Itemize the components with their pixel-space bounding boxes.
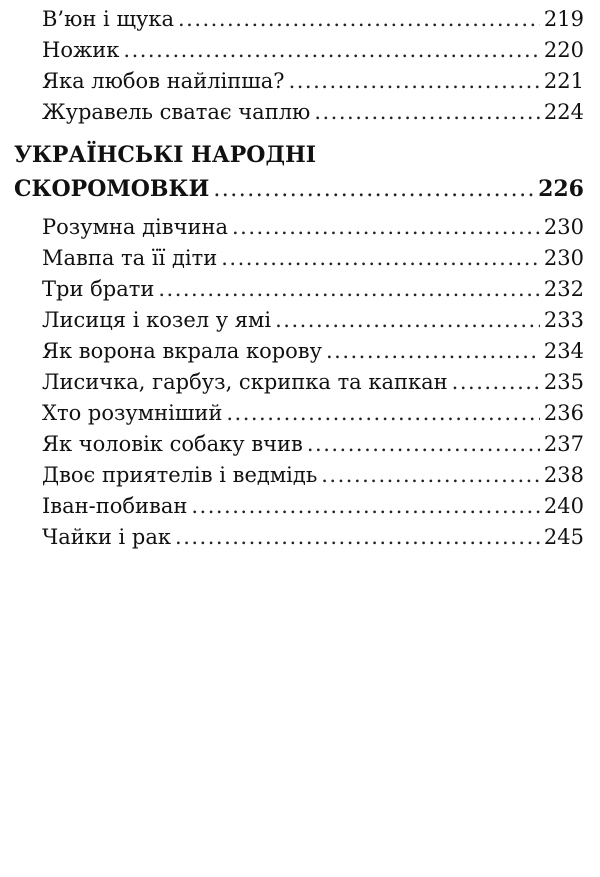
dot-leader	[123, 35, 540, 66]
dot-leader	[178, 4, 540, 35]
toc-entry-title: Розумна дівчина	[42, 215, 228, 239]
dot-leader	[158, 274, 540, 305]
toc-entry-page: 232	[543, 277, 584, 301]
dot-leader	[326, 336, 540, 367]
toc-entry-title: Яка любов найліпша?	[42, 69, 285, 93]
toc-entry	[0, 4, 600, 35]
toc-entry-title: Лисиця і козел у ямі	[42, 308, 272, 332]
section-title-line1: УКРАЇНСЬКІ НАРОДНІ	[14, 142, 317, 168]
toc-entry	[0, 243, 600, 274]
section-heading-line2	[0, 172, 600, 206]
toc-entry	[0, 35, 600, 66]
dot-leader	[221, 243, 540, 274]
toc-entry-page: 230	[543, 246, 584, 270]
dot-leader	[275, 305, 540, 336]
dot-leader	[321, 460, 540, 491]
toc-entry	[0, 305, 600, 336]
toc-entry-title: Три брати	[42, 277, 155, 301]
toc-entry-page: 233	[543, 308, 584, 332]
toc-entry-page: 234	[543, 339, 584, 363]
toc-entry	[0, 274, 600, 305]
toc-entry	[0, 97, 600, 128]
toc-entry-page: 230	[543, 215, 584, 239]
toc-entry-title: Ножик	[42, 38, 120, 62]
dot-leader	[191, 491, 540, 522]
toc-entry	[0, 522, 600, 553]
toc-entry-page: 240	[543, 494, 584, 518]
dot-leader	[175, 522, 540, 553]
dot-leader	[314, 97, 540, 128]
section-page: 226	[538, 176, 584, 202]
toc-entry	[0, 212, 600, 243]
toc-entry-title: Журавель сватає чаплю	[42, 100, 311, 124]
section-title-line2: СКОРОМОВКИ	[14, 176, 210, 202]
toc-entry-title: Як чоловік собаку вчив	[42, 432, 303, 456]
dot-leader	[213, 173, 534, 207]
dot-leader	[307, 429, 540, 460]
toc-entry-title: Іван-побиван	[42, 494, 188, 518]
toc-entry-page: 219	[543, 7, 584, 31]
toc-entry	[0, 398, 600, 429]
toc-entry-title: Чайки і рак	[42, 525, 172, 549]
toc-entry-page: 221	[543, 69, 584, 93]
dot-leader	[452, 367, 540, 398]
toc-entry	[0, 491, 600, 522]
toc-entry-title: Як ворона вкрала корову	[42, 339, 322, 363]
section-heading-line1	[0, 138, 600, 172]
toc-entry-title: Двоє приятелів і ведмідь	[42, 463, 318, 487]
toc-entry-page: 220	[543, 38, 584, 62]
table-of-contents	[0, 4, 600, 553]
toc-entry	[0, 460, 600, 491]
toc-entry-page: 245	[543, 525, 584, 549]
dot-leader	[232, 212, 540, 243]
toc-entry-title: Лисичка, гарбуз, скрипка та капкан	[42, 370, 448, 394]
toc-entry-page: 236	[543, 401, 584, 425]
dot-leader	[226, 398, 540, 429]
toc-entry-page: 235	[543, 370, 584, 394]
dot-leader	[289, 66, 540, 97]
toc-entry-title: Мавпа та її діти	[42, 246, 218, 270]
toc-entry	[0, 429, 600, 460]
toc-entry-title: Хто розумніший	[42, 401, 223, 425]
toc-entry-page: 224	[543, 100, 584, 124]
toc-entry	[0, 66, 600, 97]
spacer	[0, 128, 600, 138]
toc-entry	[0, 336, 600, 367]
toc-entry	[0, 367, 600, 398]
toc-entry-title: В’юн і щука	[42, 7, 174, 31]
toc-entry-page: 238	[543, 463, 584, 487]
toc-entry-page: 237	[543, 432, 584, 456]
